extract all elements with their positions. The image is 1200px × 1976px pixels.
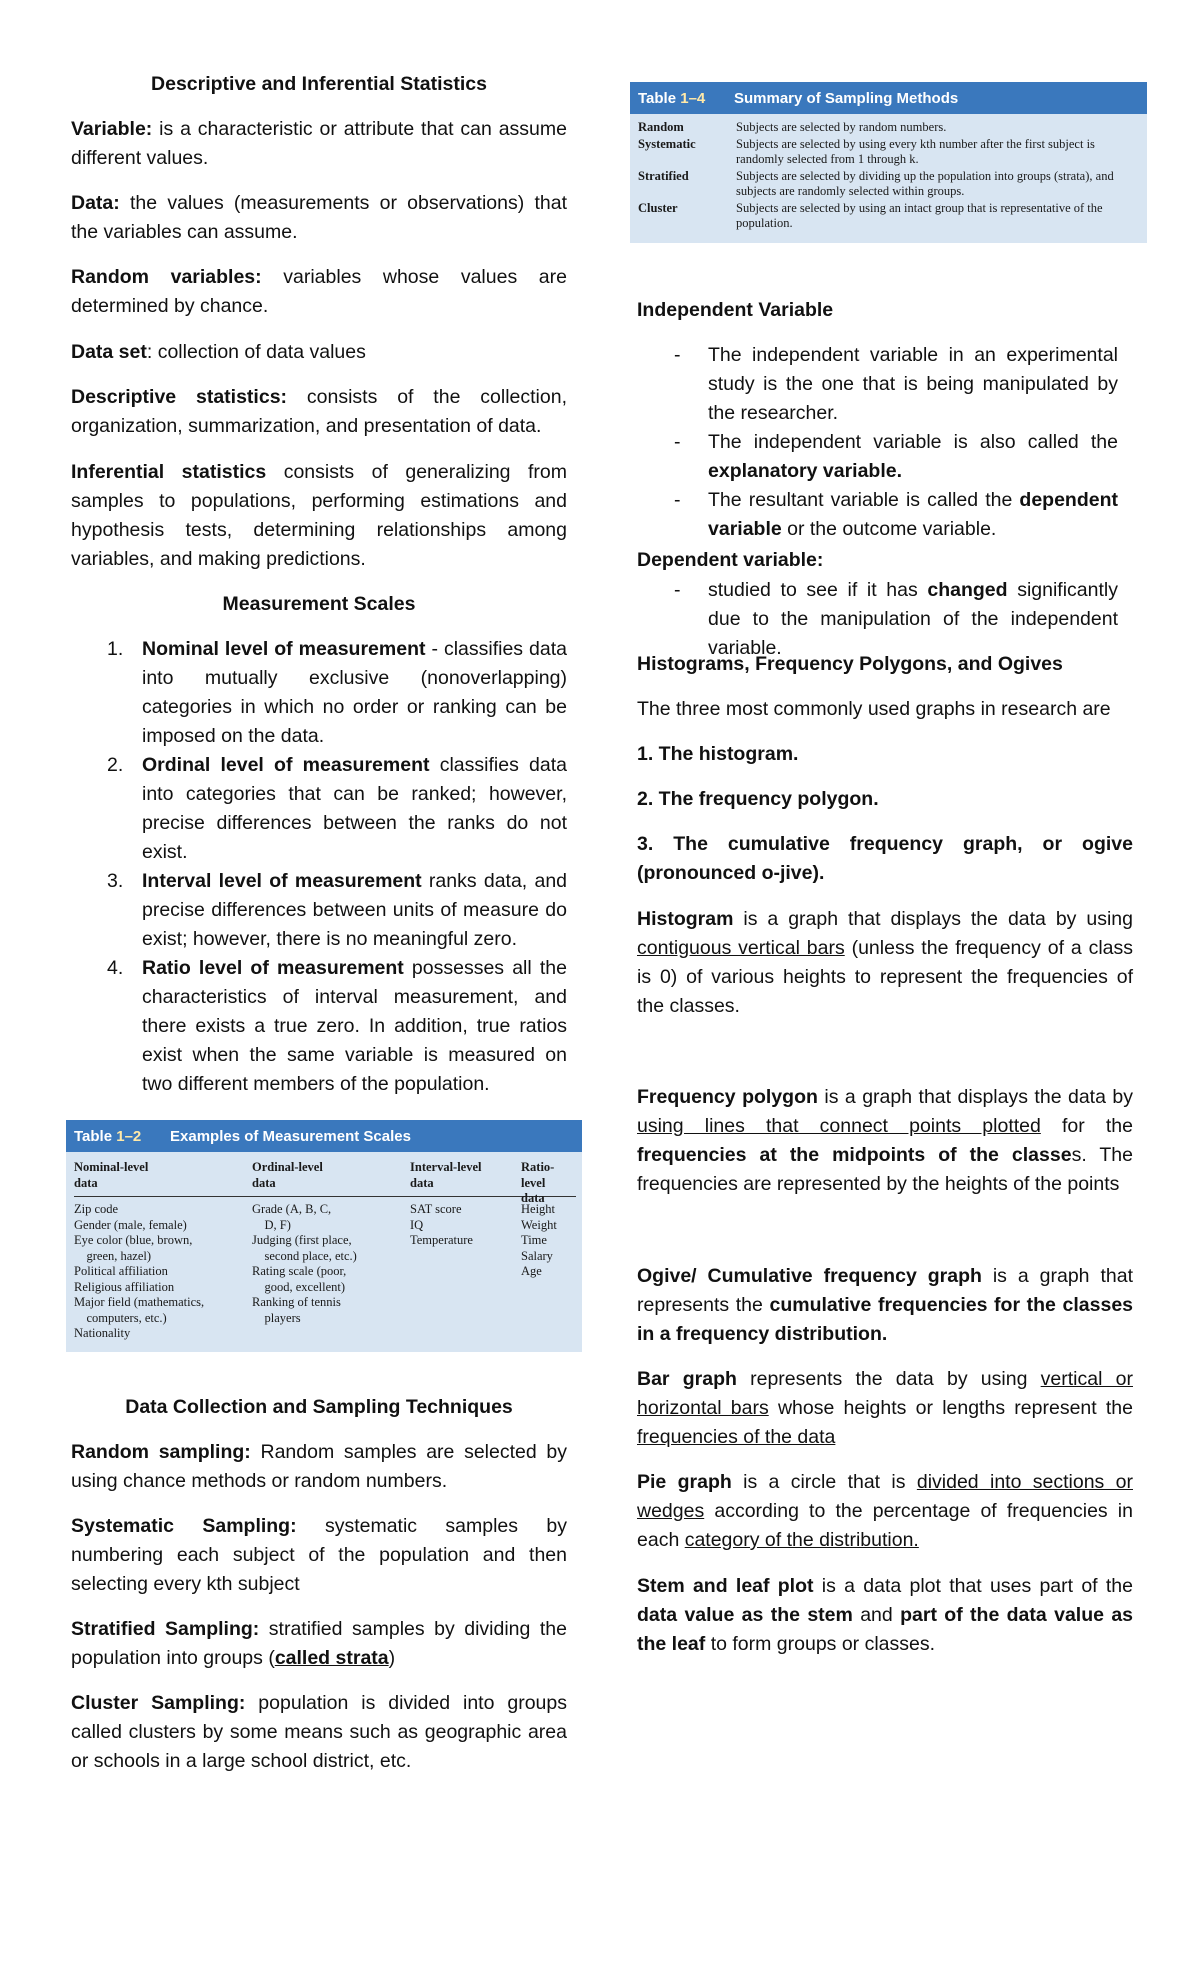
list-item: - The independent variable in an experimental study is the one that is being manipulated by the researcher. (674, 344, 1118, 424)
graph-item-frequency-polygon: 2. The frequency polygon. (637, 788, 879, 810)
definition-systematic-sampling: Systematic Sampling: systematic samples by numbering each subject of the population and then selecting every kth subject (71, 1515, 567, 1595)
header-nominal: Nominal-level data (74, 1160, 149, 1190)
definition-bar-graph: Bar graph represents the data by using vertical or horizontal bars whose heights or lengths represent the frequencies of the data (637, 1368, 1133, 1448)
table-title: Summary of Sampling Methods (734, 89, 959, 107)
table-column-ratio: Height Weight Time Salary Age (521, 1202, 557, 1278)
definition-data-set: Data set: collection of data values (71, 341, 366, 363)
list-item: - studied to see if it has changed significantly due to the manipulation of the independent variable. (674, 579, 1118, 659)
header-ratio: Ratio-level data (521, 1160, 555, 1205)
table-column-ordinal: Grade (A, B, C, D, F) Judging (first place, second place, etc.) Rating scale (poor, good, excellent) Ranking of tennis players (252, 1202, 357, 1325)
list-item: - The resultant variable is called the dependent variable or the outcome variable. (674, 489, 1118, 540)
graph-item-ogive: 3. The cumulative frequency graph, or ogive (pronounced o-jive). (637, 833, 1133, 884)
table-title-bar (630, 82, 1147, 114)
definition-pie-graph: Pie graph is a circle that is divided into sections or wedges according to the percentage of frequencies in each category of the distribution. (637, 1471, 1133, 1551)
table-header (74, 1160, 576, 1205)
section-title-dependent-variable: Dependent variable: (637, 549, 824, 571)
table-row: Stratified Subjects are selected by dividing up the population into groups (strata), and subjects are randomly selected within groups. (638, 168, 1114, 198)
definition-stem-leaf: Stem and leaf plot is a data plot that uses part of the data value as the stem and part of the data value as the leaf to form groups or classes. (637, 1575, 1134, 1655)
definition-inferential-statistics: Inferential statistics consists of generalizing from samples to populations, performing estimations and hypothesis tests, determining relationships among variables, and making predictions. (71, 461, 567, 570)
table-title-bar (66, 1120, 582, 1152)
section-title-measurement-scales: Measurement Scales (222, 593, 416, 615)
independent-variable-list (637, 341, 1133, 544)
header-ordinal: Ordinal-level data (252, 1160, 323, 1190)
table-number: Table 1–4 (638, 89, 706, 107)
table-measurement-scales (66, 1120, 582, 1352)
definition-random-variables: Random variables: variables whose values are determined by chance. (71, 266, 567, 317)
list-item: 2. Ordinal level of measurement classifies data into categories that can be ranked; however, precise differences between the ranks do not exist. (107, 754, 567, 863)
table-number: Table 1–2 (74, 1127, 142, 1145)
table-column-interval: SAT score IQ Temperature (410, 1202, 473, 1247)
definition-frequency-polygon: Frequency polygon is a graph that displays the data by using lines that connect points plotted for the frequencies at the midpoints of the classes. The frequencies are represented by the heights of the points (637, 1086, 1133, 1195)
measurement-scales-list (71, 635, 567, 1099)
definition-variable: Variable: is a characteristic or attribute that can assume different values. (71, 118, 567, 169)
table-row: Systematic Subjects are selected by using every kth number after the first subject is randomly selected from 1 through k. (638, 136, 1095, 166)
section-title-graphs: Histograms, Frequency Polygons, and Ogives (637, 653, 1063, 675)
graphs-intro: The three most commonly used graphs in research are (637, 698, 1111, 720)
section-title-independent-variable: Independent Variable (637, 299, 834, 321)
definition-stratified-sampling: Stratified Sampling: stratified samples by dividing the population into groups (called strata) (71, 1618, 567, 1669)
section-title-descriptive: Descriptive and Inferential Statistics (151, 73, 487, 95)
table-row: Cluster Subjects are selected by using an intact group that is representative of the population. (638, 200, 1103, 230)
list-item: 3. Interval level of measurement ranks data, and precise differences between units of measure do exist; however, there is no meaningful zero. (107, 870, 568, 950)
list-item: - The independent variable is also called the explanatory variable. (674, 431, 1118, 482)
list-item: 1. Nominal level of measurement - classifies data into mutually exclusive (nonoverlapping) categories in which no order or ranking can be imposed on the data. (107, 638, 567, 747)
definition-data: Data: the values (measurements or observations) that the variables can assume. (71, 192, 567, 243)
section-title-sampling: Data Collection and Sampling Techniques (125, 1396, 513, 1418)
header-interval: Interval-level data (410, 1160, 482, 1190)
table-column-nominal: Zip code Gender (male, female) Eye color (blue, brown, green, hazel) Political affiliation Religious affiliation Major field (mathematics, computers, etc.) Nationality (74, 1202, 205, 1340)
table-row: Random Subjects are selected by random numbers. (638, 120, 947, 134)
definition-descriptive-statistics: Descriptive statistics: consists of the collection, organization, summarization, and presentation of data. (71, 386, 567, 437)
definition-histogram: Histogram is a graph that displays the data by using contiguous vertical bars (unless the frequency of a class is 0) of various heights to represent the frequencies of the classes. (637, 908, 1133, 1017)
graph-item-histogram: 1. The histogram. (637, 743, 799, 765)
table-title: Examples of Measurement Scales (170, 1127, 411, 1145)
definition-ogive: Ogive/ Cumulative frequency graph is a graph that represents the cumulative frequencies for the classes in a frequency distribution. (637, 1265, 1134, 1345)
table-sampling-methods (630, 82, 1147, 243)
definition-cluster-sampling: Cluster Sampling: population is divided into groups called clusters by some means such as geographic area or schools in a large school district, etc. (71, 1692, 567, 1772)
list-item: 4. Ratio level of measurement possesses all the characteristics of interval measurement, and there exists a true zero. In addition, true ratios exist when the same variable is measured on two different members of the population. (107, 957, 567, 1095)
table-body (638, 120, 1139, 232)
definition-random-sampling: Random sampling: Random samples are selected by using chance methods or random numbers. (71, 1441, 567, 1492)
